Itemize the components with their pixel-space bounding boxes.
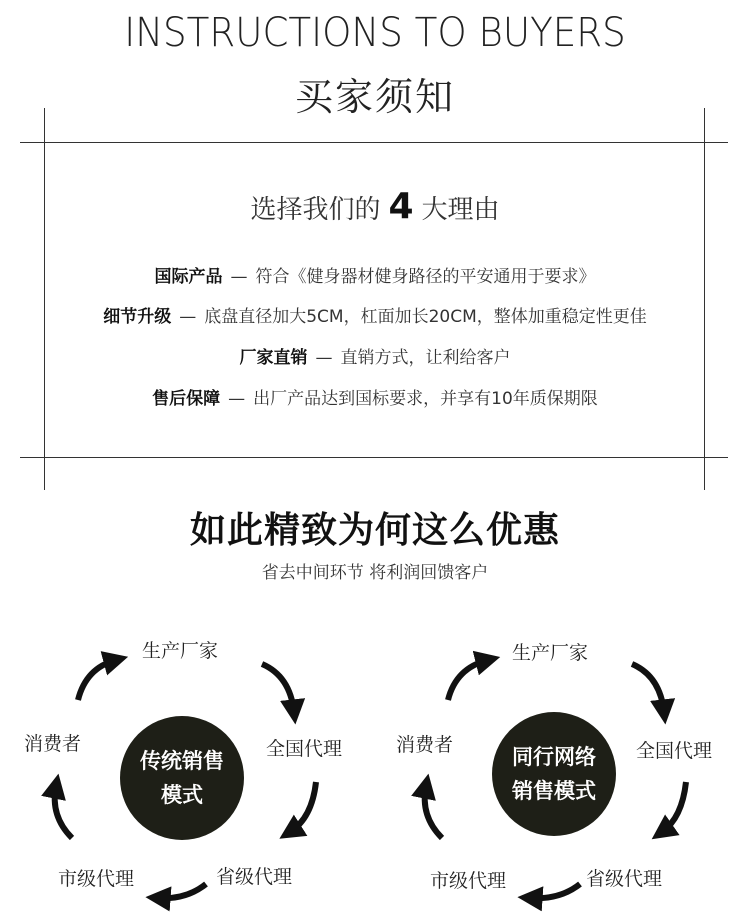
cycle2-center-line2: 销售模式 (512, 779, 596, 803)
cycle1-node-bottom-right: 省级代理 (216, 866, 293, 888)
title-chinese: 买家须知 (294, 75, 455, 119)
arrow-icon (632, 664, 664, 712)
cycle2-node-bottom-left: 市级代理 (430, 870, 507, 892)
arrow-icon (425, 786, 442, 838)
cycle1-node-bottom-left: 市级代理 (58, 868, 135, 890)
cycle1-node-top: 生产厂家 (142, 640, 219, 662)
cycle1-center-line2: 模式 (161, 783, 203, 807)
arrow-icon (55, 786, 72, 838)
reason-text: 直销方式，让利给客户 (340, 348, 511, 368)
reason-text: 底盘直径加大5CM，杠面加长20CM，整体加重稳定性更佳 (204, 307, 647, 327)
cycle2-center-line1: 同行网络 (512, 745, 596, 769)
section-title: 如此精致为何这么优惠 (189, 510, 560, 551)
reasons-heading-number: 4 (388, 186, 414, 227)
cycle2-node-right: 全国代理 (636, 740, 713, 762)
reason-text: 符合《健身器材健身路径的平安通用于要求》 (255, 267, 596, 287)
reason-dash: — (315, 348, 333, 368)
reason-key: 国际产品 (154, 267, 223, 287)
cycle1-center-circle (120, 716, 244, 840)
cycle2-center-circle (492, 712, 616, 836)
title-english: INSTRUCTIONS TO BUYERS (124, 10, 626, 56)
cycle2-node-bottom-right: 省级代理 (586, 868, 663, 890)
section-subtitle: 省去中间环节 将利润回馈客户 (261, 563, 489, 583)
reason-dash: — (228, 389, 246, 409)
reason-dash: — (179, 307, 197, 327)
reason-key: 细节升级 (103, 307, 172, 327)
reason-key: 厂家直销 (239, 348, 308, 368)
arrow-icon (290, 782, 316, 832)
arrow-icon (662, 782, 686, 832)
reason-dash: — (230, 267, 248, 287)
arrow-icon (448, 660, 488, 700)
reason-text: 出厂产品达到国标要求，并享有10年质保期限 (253, 389, 598, 409)
reasons-heading-pre: 选择我们的 (250, 195, 381, 225)
cycle1-node-right: 全国代理 (266, 738, 343, 760)
reasons-heading-post: 大理由 (421, 195, 500, 225)
reason-key: 售后保障 (152, 389, 221, 409)
cycle2-node-top: 生产厂家 (512, 642, 589, 664)
arrow-icon (262, 664, 294, 712)
cycle2-node-left: 消费者 (396, 734, 454, 756)
arrow-icon (78, 660, 116, 700)
arrow-icon (530, 884, 580, 898)
cycle1-node-left: 消费者 (24, 733, 82, 755)
cycle1-center-line1: 传统销售 (140, 749, 224, 773)
arrow-icon (158, 884, 206, 898)
